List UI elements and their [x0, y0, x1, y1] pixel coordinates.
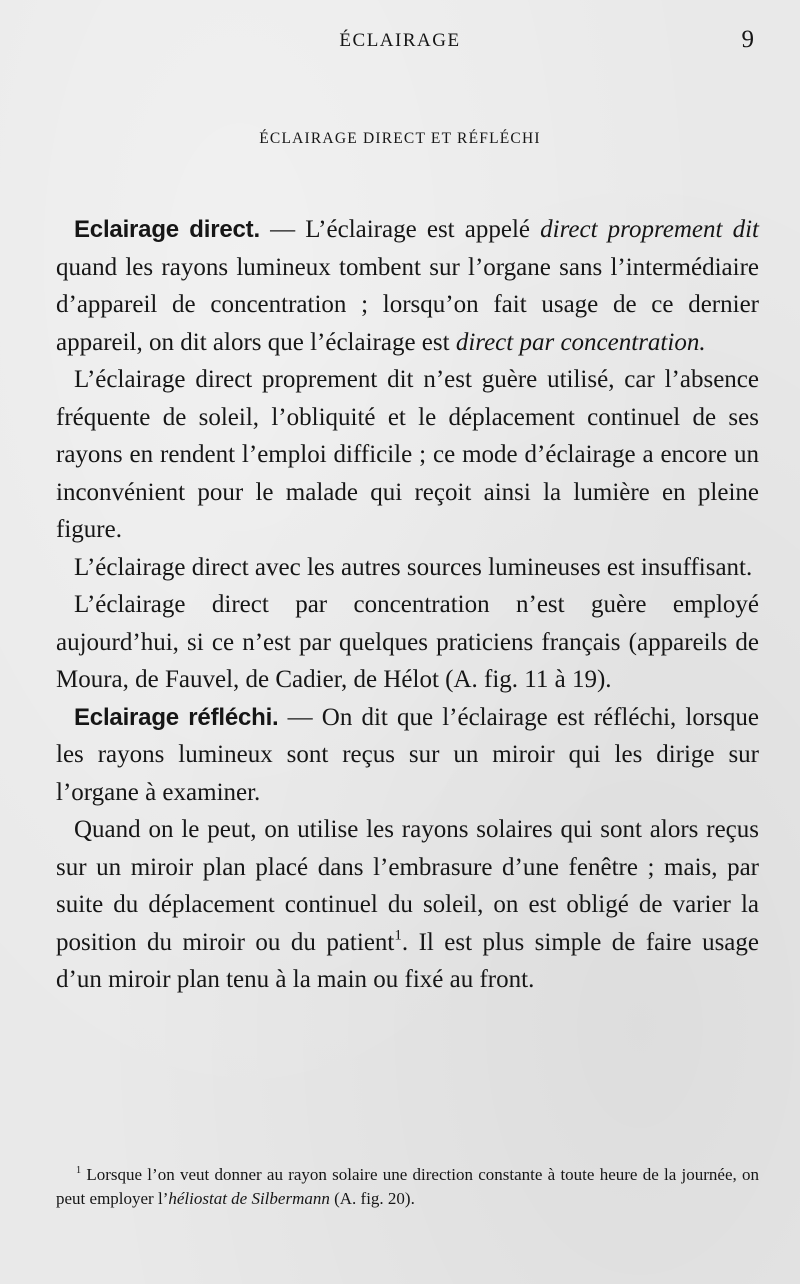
footnote-reference: 1: [394, 927, 402, 943]
italic-term: direct par concentration.: [455, 328, 706, 356]
paragraph-text: . Il est plus simple de faire usage d’un miroir plan tenu à la main ou fixé au front.: [56, 928, 760, 993]
footnote-text-part: (A. fig. 20).: [329, 1189, 415, 1208]
runin-heading-direct: Eclairage direct.: [74, 216, 260, 243]
paragraph-text: — L’éclairage est appelé: [259, 216, 541, 243]
paragraph-concentration: L’éclairage direct par concentration n’est guère employé aujourd’hui, si ce n’est par quelques praticiens français (appareils de Moura, de Fauvel, de Cadier, de Hélot (A. fig. 11 à 19).: [56, 591, 759, 693]
paragraph-direct-lighting: [56, 211, 759, 361]
footnote-marker: 1: [76, 1164, 82, 1176]
running-head: [0, 26, 800, 60]
paragraph-reflected-lighting: [56, 699, 759, 812]
italic-term: direct proprement dit: [540, 216, 759, 243]
footnote-text: [56, 1163, 759, 1211]
paragraph-direct-proper: L’éclairage direct proprement dit n’est guère utilisé, car l’absence fréquente de soleil, l’obliquité et le déplacement continuel de ses rayons en rendent l’emploi difficile ; ce mode d’éclairage a encore un inconvénient pour le malade qui reçoit ainsi la lumière en pleine figure.: [56, 366, 759, 543]
footnote: [56, 1163, 759, 1211]
paragraph-text: quand les rayons lumineux tombent sur l’organe sans l’intermédiaire d’appareil de concentration ; lorsqu’on fait usage de ce dernier appareil, on dit alors que l’éclairage est: [56, 253, 759, 356]
body-text: [56, 211, 759, 999]
page-number: 9: [741, 26, 754, 53]
footnote-text-part: Lorsque l’on veut donner au rayon solaire une direction constante à toute heure de la journée, on peut employer l’: [56, 1165, 759, 1208]
running-title: ÉCLAIRAGE: [339, 30, 461, 51]
section-heading: ÉCLAIRAGE DIRECT ET RÉFLÉCHI: [259, 130, 541, 147]
italic-term: héliostat de Silbermann: [168, 1189, 330, 1208]
paragraph-solar-rays: [56, 811, 759, 999]
paragraph-text: — On dit que l’éclairage est réfléchi, lorsque les rayons lumineux sont reçus sur un miroir qui les dirige sur l’organe à examiner.: [56, 703, 759, 806]
runin-heading-reflected: Eclairage réfléchi.: [74, 703, 279, 731]
paragraph-text: Quand on le peut, on utilise les rayons solaires qui sont alors reçus sur un miroir plan placé dans l’embrasure d’une fenêtre ; mais, par suite du déplacement continuel du soleil, on est obligé de varier la position du miroir ou du patient: [56, 816, 759, 956]
paragraph-other-sources: L’éclairage direct avec les autres sources lumineuses est insuffisant.: [74, 553, 753, 581]
